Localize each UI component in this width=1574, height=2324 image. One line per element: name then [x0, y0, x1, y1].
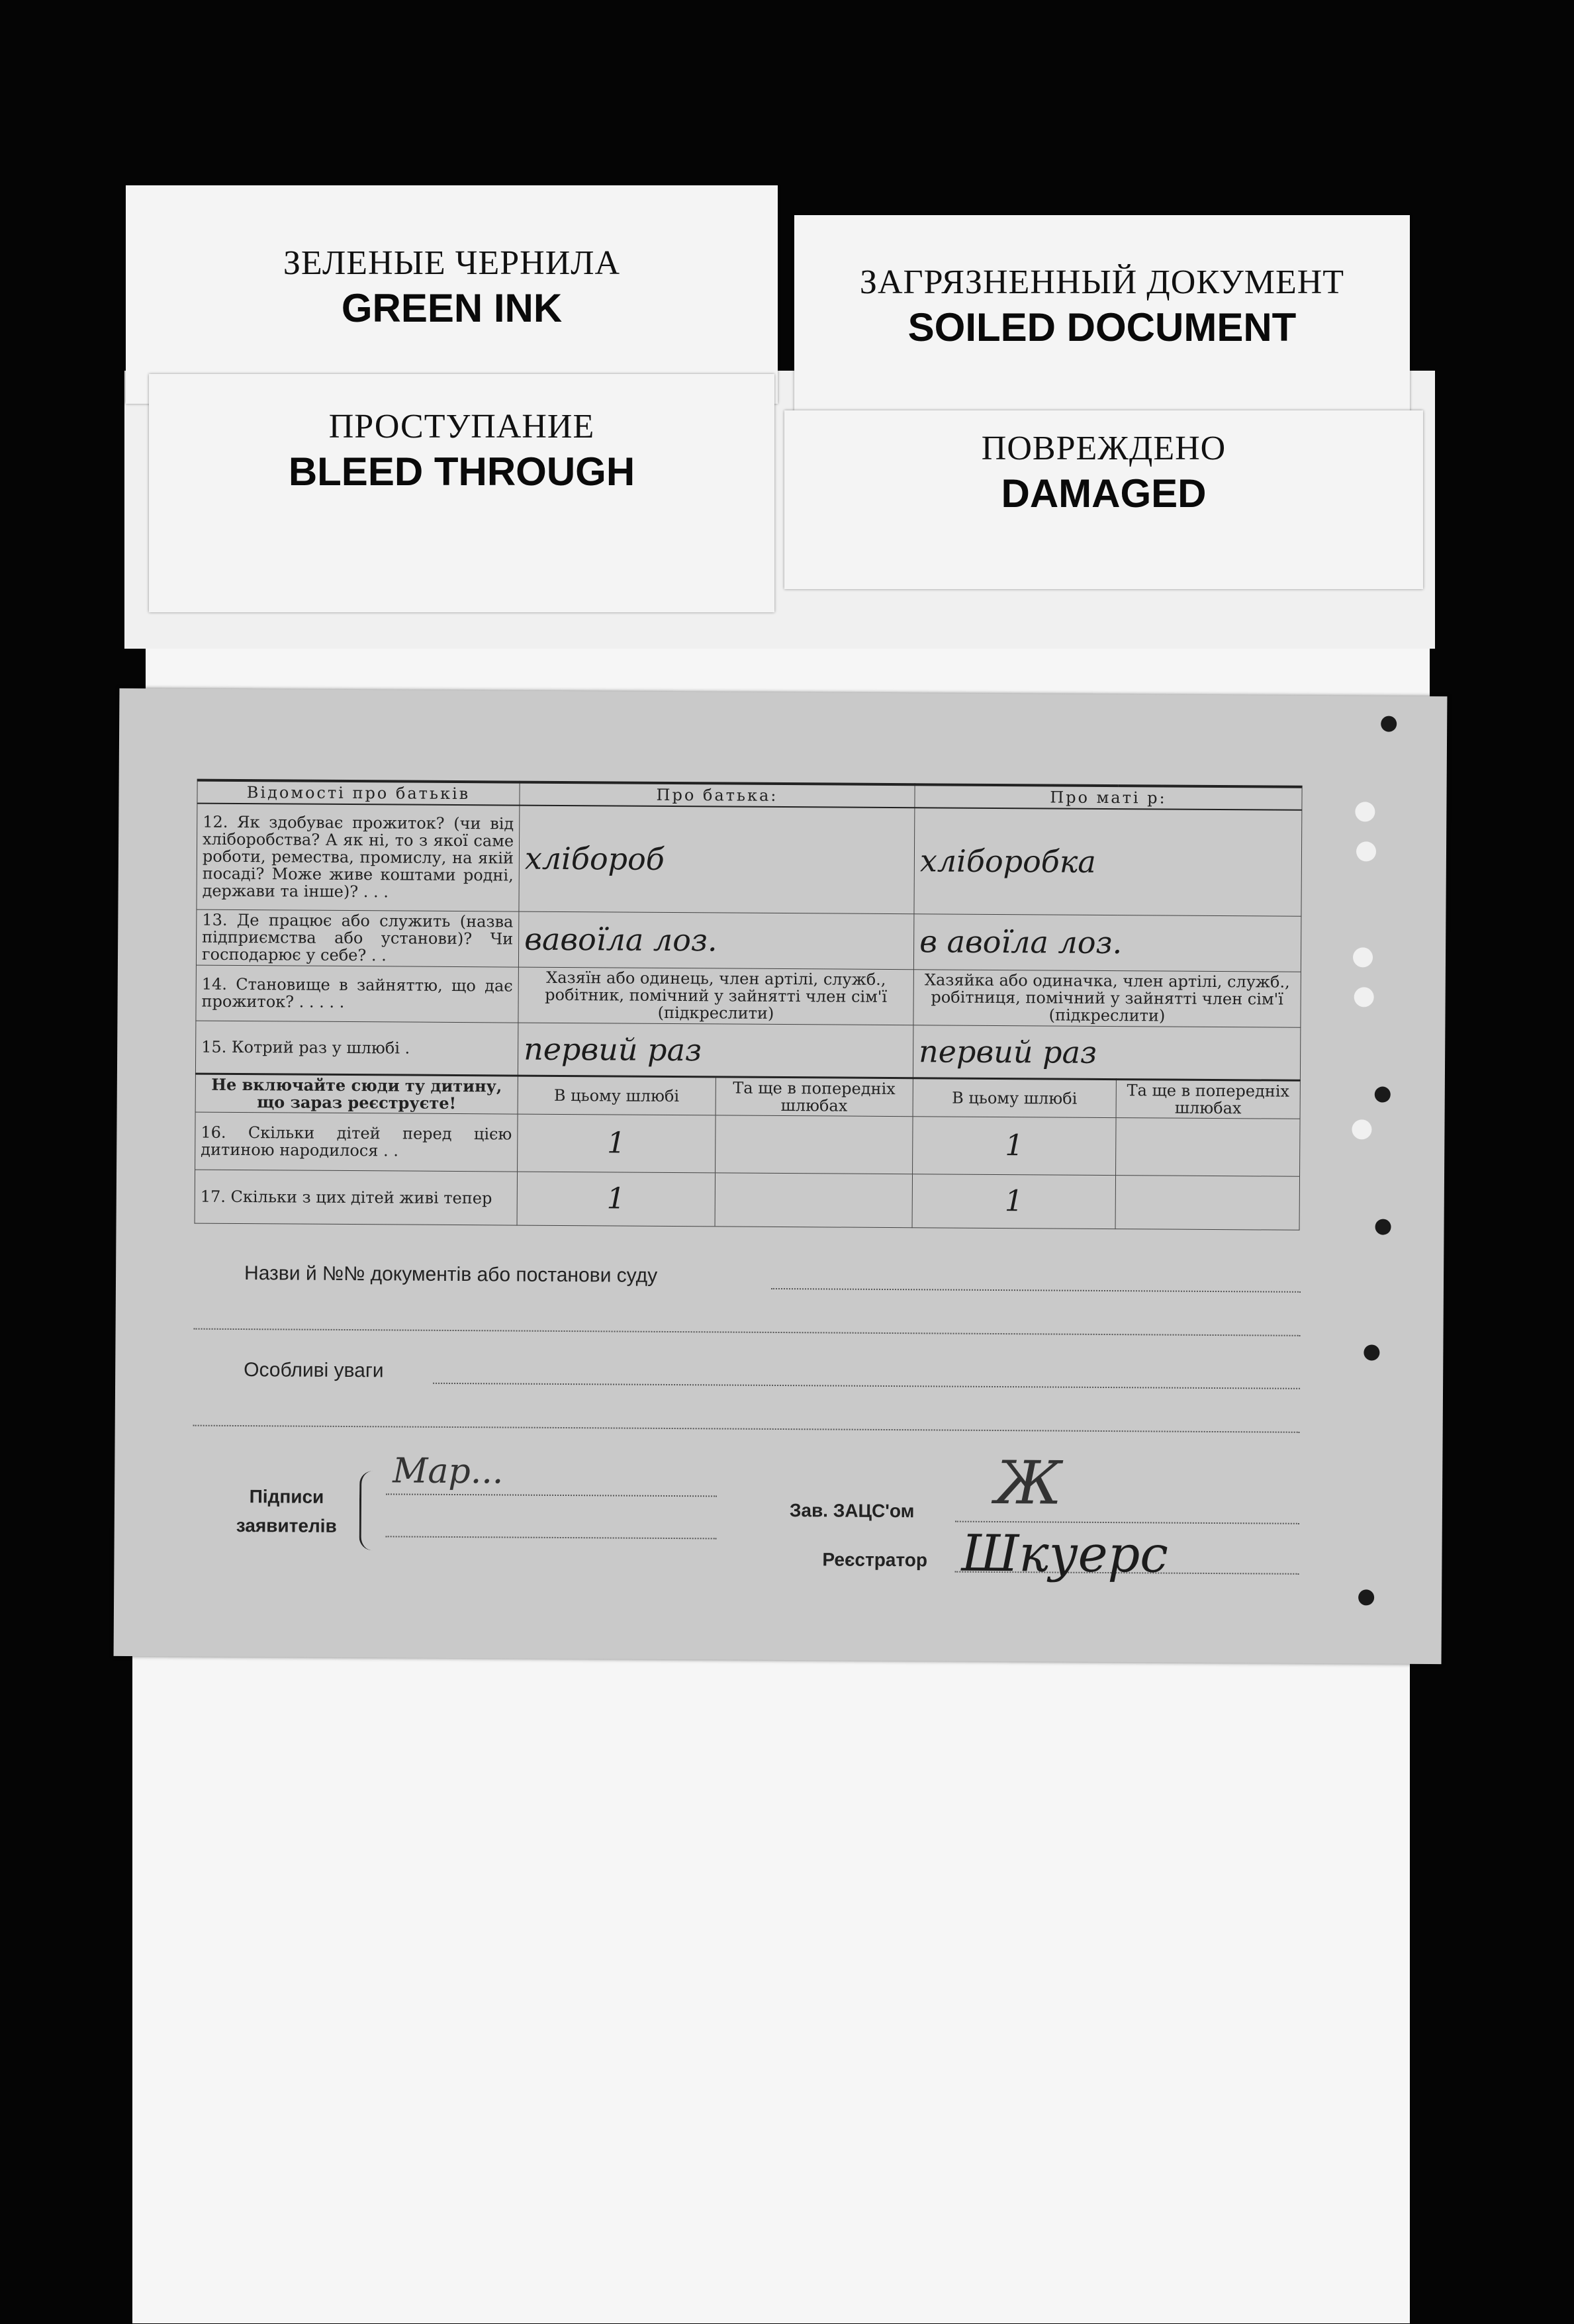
row-q12: [197, 804, 1302, 916]
q14-mother: Хазяйка або одиначка, член артілі, служб., робітниця, помічний у зайнятті член сім'ї (підкреслити): [913, 969, 1301, 1027]
q17-mother-prev: [1115, 1175, 1299, 1230]
mother-this-marriage: В цьому шлюбі: [913, 1078, 1116, 1117]
soiled-document-card: [794, 215, 1410, 427]
green-ink-ru: ЗЕЛЕНЫЕ ЧЕРНИЛА: [283, 244, 621, 282]
applicants-bracket: [359, 1471, 375, 1550]
applicant-line-2: [386, 1536, 717, 1539]
q16-father-prev: [716, 1115, 913, 1174]
damaged-en: DAMAGED: [1001, 471, 1207, 516]
applicant-signature: Мар...: [393, 1451, 504, 1492]
q14-text: 14. Становище в зайняттю, що дає прожиток? . . . . .: [196, 965, 519, 1023]
punch-hole: [1352, 1119, 1371, 1139]
header-mother: Про маті р:: [915, 784, 1302, 810]
q16-mother-this: 1: [913, 1116, 1117, 1175]
father-this-marriage: В цьому шлюбі: [518, 1076, 716, 1115]
header-info: Відомості про батьків: [197, 780, 520, 806]
docs-line-1: [771, 1288, 1301, 1293]
row-q13: [196, 909, 1301, 972]
bleed-through-card: [149, 374, 774, 612]
punch-hole: [1375, 1219, 1391, 1234]
punch-hole: [1356, 841, 1376, 861]
parents-table: [195, 779, 1303, 1231]
q15-text: 15. Котрий раз у шлюбі .: [195, 1021, 518, 1076]
green-ink-card: [126, 185, 778, 404]
damaged-card: [784, 410, 1423, 589]
notes-line-1: [433, 1383, 1300, 1389]
registration-form: [114, 688, 1448, 1664]
header-father: Про батька:: [520, 782, 915, 808]
q12-mother: хліборобка: [914, 808, 1302, 916]
row-q17: [195, 1170, 1299, 1230]
bleed-through-en: BLEED THROUGH: [288, 449, 635, 494]
registrar-signature: Шкуерс: [961, 1523, 1169, 1584]
q13-mother: в авоїла лоз.: [913, 913, 1301, 972]
q14-father: Хазяїн або одинець, член артілі, служб., робітник, помічний у зайнятті член сім'ї (підкреслити): [518, 967, 914, 1025]
punch-hole: [1358, 1589, 1374, 1605]
row-q15: [195, 1021, 1300, 1080]
q16-text: 16. Скільки дітей перед цією дитиною народилося . .: [195, 1112, 518, 1172]
q16-father-this: 1: [518, 1114, 716, 1172]
damaged-ru: ПОВРЕЖДЕНО: [981, 430, 1227, 467]
q13-text: 13. Де працює або служить (назва підприємства або установи)? Чи господарює у себе? . .: [196, 909, 519, 967]
q17-father-this: 1: [518, 1172, 716, 1226]
q17-text: 17. Скільки з цих дітей живі тепер: [195, 1170, 517, 1225]
registrar-label: Реєстратор: [822, 1549, 928, 1571]
q17-father-prev: [715, 1173, 912, 1227]
head-label: Зав. ЗАЦС'ом: [789, 1500, 915, 1522]
applicants-label: Підписи заявителів: [236, 1486, 337, 1536]
mother-prev-marriages: Та ще в попередніх шлюбах: [1116, 1079, 1300, 1119]
soiled-document-ru: ЗАГРЯЗНЕННЫЙ ДОКУМЕНТ: [859, 263, 1345, 301]
notes-label: Особливі уваги: [244, 1359, 384, 1382]
row-subheader: [195, 1074, 1300, 1119]
applicant-line-1: [386, 1493, 717, 1497]
father-split: [518, 1076, 913, 1117]
note-not-include: Не включайте сюди ту дитину, що зараз реєструєте!: [195, 1074, 518, 1114]
back-sheet: [132, 1589, 1410, 2323]
q12-text: 12. Як здобуває прожиток? (чи від хліборобства? А як ні, то з якої саме роботи, ремества, промислу, на якій посаді? Може живе коштами родні, держави та інше)? . . .: [197, 804, 520, 911]
head-signature-mark: Ж: [994, 1448, 1062, 1518]
q16-father-cells: [518, 1114, 913, 1174]
green-ink-en: GREEN INK: [341, 286, 563, 330]
punch-hole: [1375, 1086, 1391, 1102]
q12-father: хлібороб: [519, 806, 915, 914]
punch-hole: [1364, 1344, 1379, 1360]
q16-mother-prev: [1116, 1117, 1301, 1176]
punch-hole: [1353, 947, 1373, 967]
father-prev-marriages: Та ще в попередніх шлюбах: [733, 1078, 896, 1115]
q15-father: первий раз: [518, 1023, 913, 1078]
notes-line-2: [193, 1425, 1300, 1433]
punch-hole: [1355, 802, 1375, 821]
docs-line-2: [194, 1328, 1301, 1336]
punch-hole: [1381, 716, 1397, 732]
q17-father-cells: [517, 1172, 912, 1228]
row-q16: [195, 1112, 1301, 1176]
soiled-document-en: SOILED DOCUMENT: [907, 305, 1297, 349]
docs-label: Назви й №№ документів або постанови суду: [244, 1262, 658, 1287]
q17-mother-this: 1: [912, 1174, 1115, 1229]
bleed-through-ru: ПРОСТУПАНИЕ: [328, 408, 595, 445]
q13-father: вавоїла лоз.: [518, 911, 914, 970]
punch-hole: [1354, 987, 1374, 1007]
row-q14: [196, 965, 1301, 1027]
q15-mother: первий раз: [913, 1025, 1300, 1080]
